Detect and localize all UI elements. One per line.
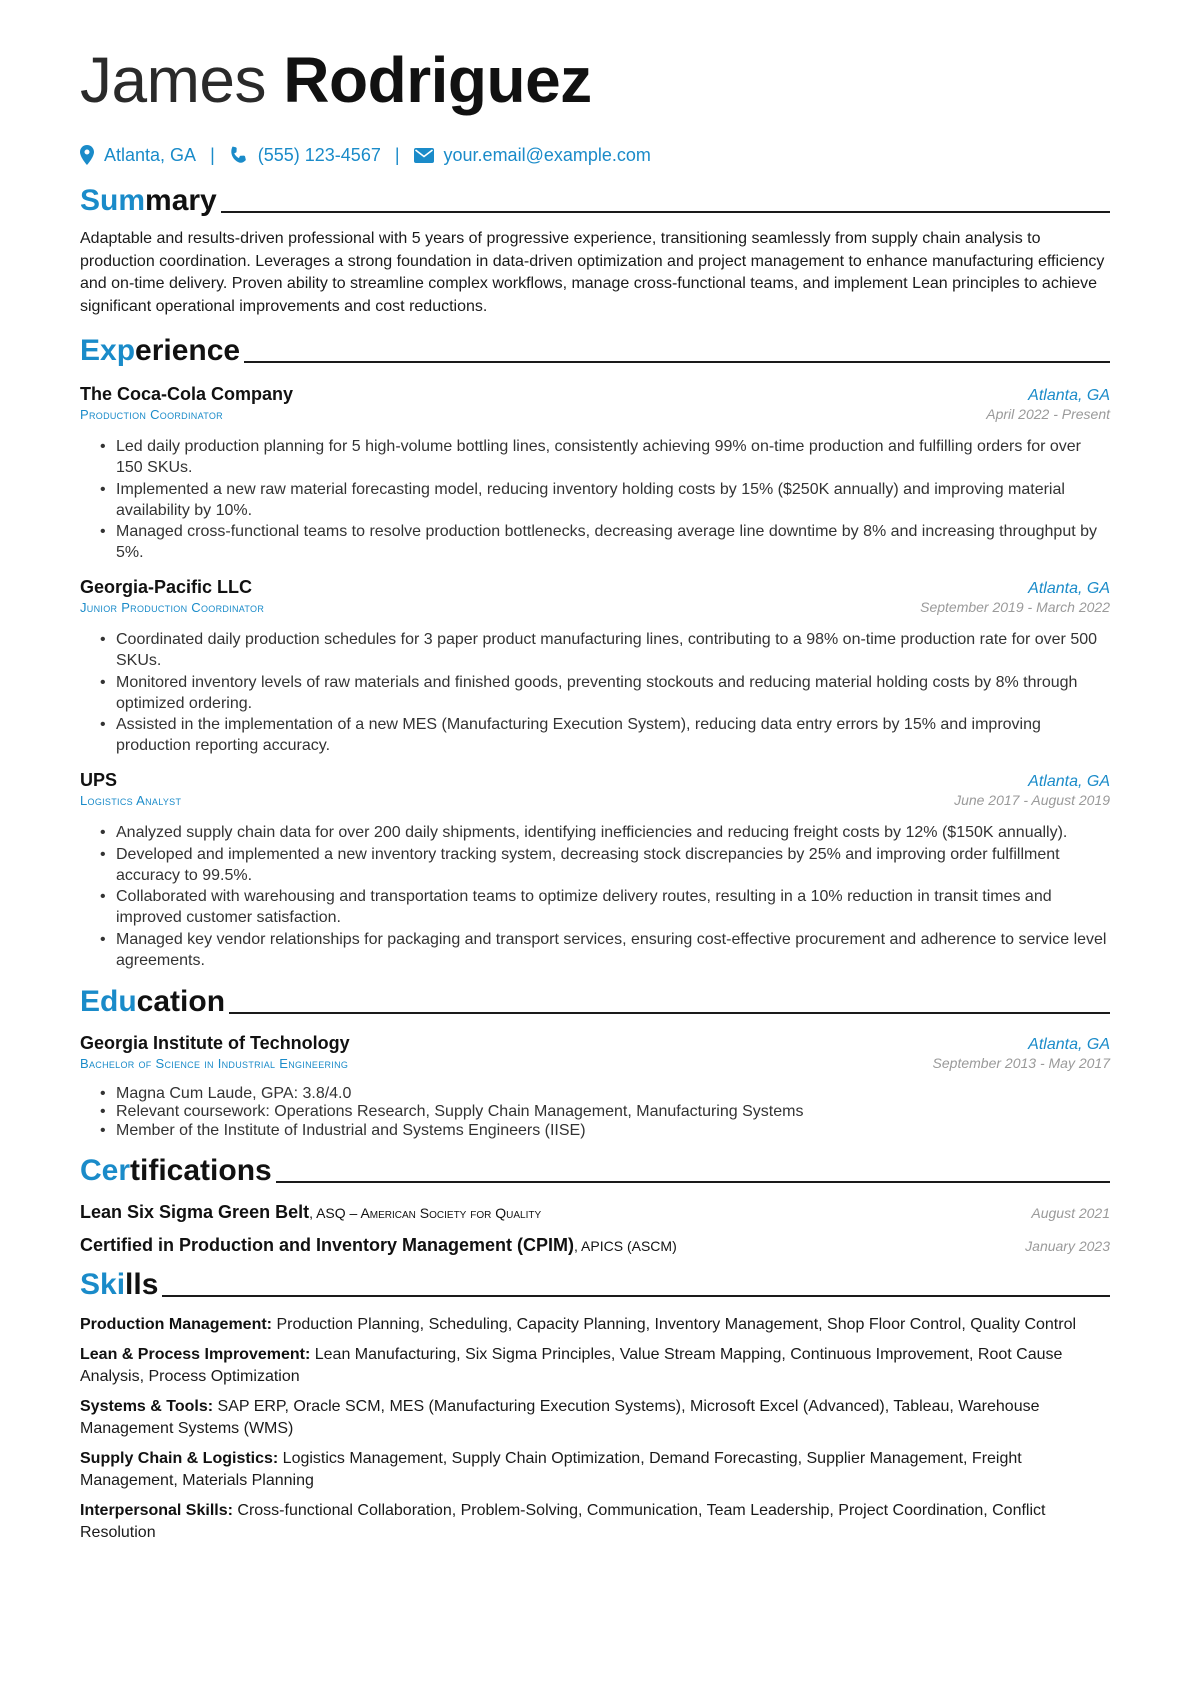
certification-name: Certified in Production and Inventory Management (CPIM) — [80, 1234, 575, 1255]
summary-title-accent: Sum — [80, 184, 146, 217]
list-item: • Implemented a new raw material forecasting model, reducing inventory holding costs by 15% ($250K annually) and improving material availability by 10%. — [116, 479, 1110, 521]
job-title: Production Coordinator — [80, 407, 223, 422]
list-item: • Assisted in the implementation of a new MES (Manufacturing Execution System), reducing data entry errors by 15% and improving production reporting accuracy. — [116, 714, 1110, 756]
job-dates: September 2019 - March 2022 — [920, 599, 1110, 615]
certifications-heading — [80, 1148, 1110, 1188]
company-name: The Coca-Cola Company — [80, 384, 294, 404]
skills-heading — [80, 1262, 1110, 1302]
list-item: • Monitored inventory levels of raw materials and finished goods, preventing stockouts and reducing material holding costs by 8% through optimized ordering. — [116, 672, 1110, 714]
phone-icon — [229, 146, 248, 165]
company-name: Georgia-Pacific LLC — [80, 577, 253, 597]
job-location: Atlanta, GA — [1028, 773, 1110, 790]
contact-bar — [80, 138, 1110, 172]
education-entry — [80, 1033, 1110, 1140]
education-dates: September 2013 - May 2017 — [932, 1054, 1110, 1071]
skill-label: Systems & Tools: — [80, 1398, 214, 1415]
skill-group — [80, 1314, 1110, 1336]
certifications-title-accent: Cer — [80, 1153, 131, 1187]
experience-title-rest: erience — [135, 334, 241, 367]
candidate-name — [80, 38, 1110, 122]
contact-phone[interactable] — [229, 145, 381, 166]
job-location: Atlanta, GA — [1028, 580, 1110, 597]
envelope-icon — [414, 148, 434, 163]
list-item: • Developed and implemented a new inventory tracking system, decreasing stock discrepancies by 25% and improving order fulfillment accuracy to 99.5%. — [116, 844, 1110, 886]
summary-text: Adaptable and results-driven professional with 5 years of progressive experience, transitioning seamlessly from supply chain analysis to production coordination. Leverages a strong foundation in data-driven optimization and project management to enhance manufacturing efficiency and on-time delivery. Proven ability to streamline complex workflows, manage cross-functional teams, and implement Lean principles to achieve significant operational improvements and cost reductions. — [80, 230, 1105, 315]
skill-label: Production Management: — [80, 1315, 273, 1333]
skills-title-accent: Ski — [80, 1267, 126, 1301]
map-pin-icon — [80, 145, 94, 165]
certification-name: Lean Six Sigma Green Belt — [80, 1201, 310, 1222]
skill-label: Interpersonal Skills: — [80, 1502, 233, 1519]
certification-issuer: , ASQ – American Society for Quality — [309, 1204, 542, 1221]
location-text: Atlanta, GA — [104, 144, 197, 165]
email-link: your.email@example.com — [443, 144, 651, 165]
job-bullets — [80, 822, 1110, 971]
section-divider — [276, 1181, 1110, 1183]
list-item: • Collaborated with warehousing and transportation teams to optimize delivery routes, resulting in a 10% reduction in transit times and improved customer satisfaction. — [116, 886, 1110, 928]
company-name: UPS — [80, 770, 118, 790]
skill-group — [80, 1396, 1110, 1439]
list-item: • Managed cross-functional teams to resolve production bottlenecks, decreasing average line downtime by 8% and increasing throughput by 5%. — [116, 521, 1110, 563]
job-bullets — [80, 436, 1110, 563]
list-item: • Managed key vendor relationships for packaging and transport services, ensuring cost-effective procurement and adherence to service level agreements. — [116, 929, 1110, 971]
education-heading — [80, 979, 1110, 1019]
education-bullets — [80, 1085, 1110, 1140]
skill-list: Lean Manufacturing, Six Sigma Principles, Value Stream Mapping, Continuous Improvement, Root Cause Analysis, Process Optimization — [80, 1346, 1063, 1385]
skill-list: Production Planning, Scheduling, Capacity Planning, Inventory Management, Shop Floor Control, Quality Control — [272, 1315, 1077, 1333]
certification-date: January 2023 — [1025, 1237, 1110, 1254]
skill-group — [80, 1448, 1110, 1491]
list-item: • Analyzed supply chain data for over 200 daily shipments, identifying inefficiencies and reducing freight costs by 12% ($150K annually). — [116, 822, 1110, 843]
experience-title-accent: Exp — [80, 334, 136, 367]
skill-list: SAP ERP, Oracle SCM, MES (Manufacturing Execution Systems), Microsoft Excel (Advanced), Tableau, Warehouse Management Systems (WMS) — [80, 1398, 1040, 1437]
education-title-accent: Edu — [80, 984, 137, 1018]
list-item: • Magna Cum Laude, GPA: 3.8/4.0 — [116, 1085, 1110, 1103]
job-location: Atlanta, GA — [1028, 387, 1110, 404]
phone-text: (555) 123-4567 — [257, 144, 381, 165]
last-name: Rodriguez — [283, 44, 592, 116]
job-title: Logistics Analyst — [80, 793, 182, 808]
certifications-title-rest: tifications — [130, 1153, 272, 1187]
experience-heading — [80, 328, 1110, 368]
certification-date: August 2021 — [1031, 1204, 1110, 1221]
contact-email[interactable] — [414, 145, 651, 166]
certification-issuer: , APICS (ASCM) — [574, 1237, 677, 1254]
skills-title-rest: lls — [125, 1267, 159, 1301]
degree-title: Bachelor of Science in Industrial Engineering — [80, 1055, 349, 1071]
job-entry — [80, 577, 1110, 756]
education-title-rest: cation — [136, 984, 226, 1018]
contact-separator: | — [210, 144, 215, 165]
skill-list: Cross-functional Collaboration, Problem-Solving, Communication, Team Leadership, Project Coordination, Conflict Resolution — [80, 1502, 1046, 1541]
contact-location — [80, 145, 196, 166]
school-location: Atlanta, GA — [1028, 1035, 1110, 1053]
section-divider — [229, 1012, 1110, 1014]
job-entry — [80, 770, 1110, 971]
job-entry — [80, 384, 1110, 563]
first-name: James — [80, 44, 266, 116]
certification-item — [80, 1235, 1110, 1256]
certification-item — [80, 1202, 1110, 1223]
job-dates: April 2022 - Present — [986, 406, 1110, 422]
job-dates: June 2017 - August 2019 — [954, 792, 1110, 808]
contact-separator: | — [394, 144, 400, 165]
summary-title-rest: mary — [145, 184, 217, 217]
section-divider — [221, 211, 1110, 213]
list-item: • Led daily production planning for 5 high-volume bottling lines, consistently achieving 99% on-time production and fulfilling orders for over 150 SKUs. — [116, 436, 1110, 478]
skill-list: Logistics Management, Supply Chain Optimization, Demand Forecasting, Supplier Management, Freight Management, Materials Planning — [80, 1450, 1022, 1489]
summary-heading — [80, 178, 1110, 218]
job-title: Junior Production Coordinator — [80, 600, 265, 615]
skill-group — [80, 1344, 1110, 1387]
job-bullets — [80, 629, 1110, 756]
school-name: Georgia Institute of Technology — [80, 1032, 350, 1053]
skill-label: Lean & Process Improvement: — [80, 1346, 311, 1363]
skill-group — [80, 1500, 1110, 1543]
list-item: • Member of the Institute of Industrial and Systems Engineers (IISE) — [116, 1122, 1110, 1140]
section-divider — [162, 1295, 1110, 1297]
section-divider — [244, 361, 1110, 363]
skill-label: Supply Chain & Logistics: — [80, 1450, 279, 1467]
list-item: • Coordinated daily production schedules for 3 paper product manufacturing lines, contributing to a 98% on-time production rate for over 500 SKUs. — [116, 629, 1110, 671]
list-item: • Relevant coursework: Operations Research, Supply Chain Management, Manufacturing Systems — [116, 1103, 1110, 1121]
